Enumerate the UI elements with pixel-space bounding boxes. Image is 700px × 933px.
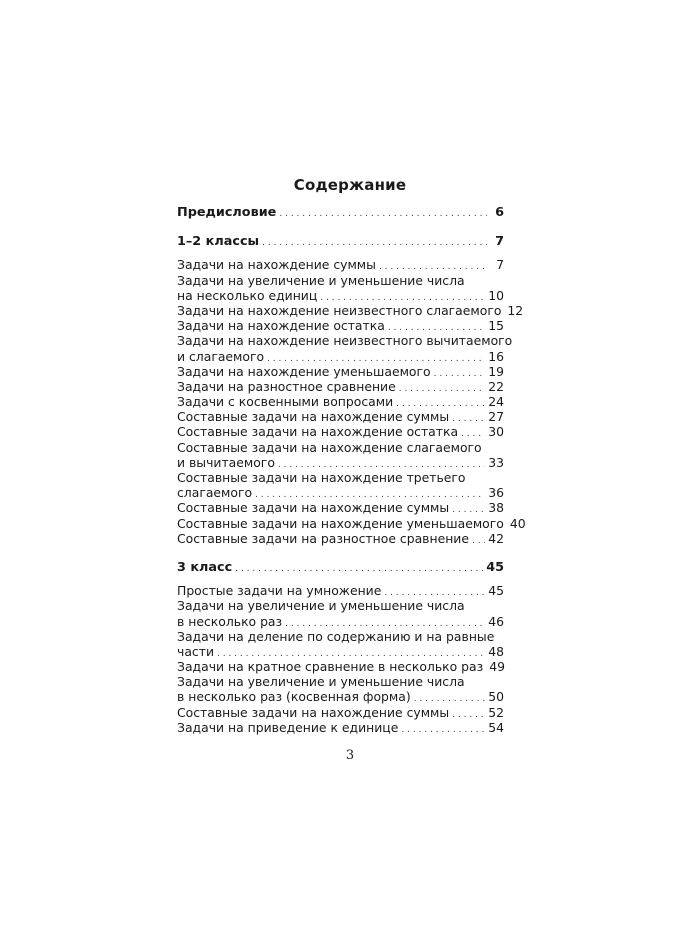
toc-entry-line-text: слагаемого — [177, 485, 253, 501]
toc-entry-line-page: 49 — [489, 659, 505, 675]
toc-entry-line-text: Задачи на кратное сравнение в несколько раз — [177, 659, 484, 675]
toc-entry-line-page: 7 — [496, 257, 504, 273]
dot-leader — [262, 234, 487, 251]
toc-entry-line-page: 10 — [488, 287, 504, 303]
toc-entry — [177, 515, 526, 531]
toc-entry — [177, 379, 504, 394]
toc-entry-line-page: 27 — [488, 409, 504, 425]
toc-entry-line-text: Составные задачи на нахождение остатка — [177, 424, 459, 440]
toc-entry-line-page: 22 — [488, 378, 504, 394]
toc-entry-line-page: 48 — [488, 643, 504, 659]
toc-entry-line-text: Задачи на увеличение и уменьшение числа — [177, 598, 465, 614]
toc-entry-line-page: 46 — [488, 613, 504, 629]
dot-leader — [401, 720, 485, 738]
toc-entry-line — [177, 455, 504, 470]
toc-entry-line — [177, 598, 504, 613]
toc-entry-line-text: Составные задачи на нахождение третьего — [177, 470, 466, 485]
toc-entry-line-text: Простые задачи на умножение — [177, 583, 382, 599]
toc-entry-line-text: Задачи на увеличение и уменьшение числа — [177, 272, 465, 288]
toc-entry-line-page: 40 — [509, 515, 526, 531]
toc-entry-line-page: 45 — [488, 583, 504, 599]
toc-section-heading — [177, 560, 504, 575]
toc-entry-line — [177, 349, 504, 364]
toc-entry — [177, 318, 504, 333]
toc-entry-line-text: Задачи на приведение к единице — [177, 719, 399, 735]
toc-entry-line-page: 15 — [488, 318, 504, 334]
toc-entry — [177, 364, 504, 379]
toc-entry — [177, 470, 504, 500]
toc-entry-line-page: 30 — [488, 424, 504, 440]
toc-entry-line-text: Задачи на деление по содержанию и на равные — [177, 628, 495, 644]
toc-entry-line-text: Задачи на нахождение остатка — [177, 318, 385, 334]
toc-entry-line-page: 24 — [488, 394, 504, 410]
dot-leader — [235, 560, 483, 577]
toc-entry-line-page: 54 — [488, 719, 504, 735]
toc-entry — [177, 720, 504, 735]
table-of-contents — [177, 205, 526, 735]
toc-entry-line-text: Составные задачи на нахождение суммы — [177, 500, 450, 516]
toc-entry — [177, 273, 504, 303]
toc-entry-line — [177, 288, 504, 303]
toc-entry-line-page: 36 — [488, 485, 504, 501]
toc-entry-line — [177, 674, 504, 689]
dot-leader — [279, 205, 487, 222]
toc-entry-line — [177, 302, 524, 318]
toc-entry-line-page: 52 — [488, 704, 504, 720]
toc-entry-line-page: 38 — [488, 500, 504, 516]
toc-entry-line-page: 33 — [488, 454, 504, 470]
toc-preface-text: Предисловие — [177, 205, 277, 220]
toc-entry-line — [177, 515, 526, 531]
toc-entry-line-page: 42 — [488, 530, 504, 546]
toc-entry-line — [177, 424, 504, 439]
toc-entry — [177, 302, 524, 318]
toc-entry-line — [177, 409, 504, 424]
page-number: 3 — [345, 748, 355, 763]
toc-entry-line-text: Задачи на нахождение неизвестного вычитаемого — [177, 333, 513, 349]
toc-entry-line — [177, 705, 504, 720]
toc-entry-line — [177, 379, 504, 394]
toc-entry-line — [177, 629, 504, 644]
toc-entry — [177, 705, 504, 720]
toc-entry-line — [177, 470, 504, 485]
toc-entry — [177, 583, 504, 598]
toc-entry-line-page: 12 — [507, 302, 524, 318]
toc-entry — [177, 440, 504, 470]
toc-entry-line-text: Составные задачи на нахождение суммы — [177, 704, 450, 720]
page-title: Содержание — [293, 176, 407, 194]
toc-entry-line-text: Задачи на разностное сравнение — [177, 378, 396, 394]
toc-entry-line — [177, 364, 504, 379]
toc-entry — [177, 531, 504, 546]
toc-entry-line — [177, 614, 504, 629]
toc-entry-line — [177, 644, 504, 659]
toc-entry — [177, 394, 504, 409]
toc-entry-line-text: Составные задачи на нахождение уменьшаемого — [177, 515, 504, 531]
toc-entry-line-text: Задачи с косвенными вопросами — [177, 394, 394, 410]
toc-section-heading-page: 45 — [486, 559, 504, 575]
toc-entry-line — [177, 318, 504, 333]
toc-entry-line — [177, 659, 504, 674]
toc-section-heading — [177, 234, 504, 249]
toc-entry-line-page: 16 — [488, 348, 504, 364]
toc-entry-line — [177, 531, 504, 546]
toc-entry-line — [177, 689, 504, 704]
toc-entry-line-text: в несколько раз — [177, 613, 283, 629]
toc-entry — [177, 500, 504, 515]
dot-leader — [472, 531, 485, 549]
toc-entry-line-page: 50 — [488, 689, 504, 705]
toc-entry-line — [177, 273, 504, 288]
toc-entry — [177, 424, 504, 439]
toc-entry-line-text: Составные задачи на разностное сравнение — [177, 530, 469, 546]
toc-preface-page: 6 — [495, 205, 504, 220]
toc-section-heading-text: 3 класс — [177, 559, 233, 575]
toc-section-heading-text: 1–2 классы — [177, 234, 260, 250]
toc-entry-line — [177, 720, 504, 735]
toc-entry-line-text: в несколько раз (косвенная форма) — [177, 689, 411, 705]
toc-entry — [177, 257, 504, 272]
toc-entry — [177, 598, 504, 628]
toc-entry-line-text: на несколько единиц — [177, 287, 318, 303]
toc-entry — [177, 674, 504, 704]
toc-entry — [177, 409, 504, 424]
toc-entry — [177, 629, 504, 659]
toc-entry-line-text: и вычитаемого — [177, 454, 275, 470]
toc-entry — [177, 659, 504, 674]
toc-entry-line-text: Задачи на увеличение и уменьшение числа — [177, 674, 465, 690]
toc-entry-line — [177, 257, 504, 272]
toc-entry-line-text: части — [177, 643, 214, 659]
toc-entry-line — [177, 485, 504, 500]
toc-preface — [177, 205, 504, 220]
toc-entry-line-text: Задачи на нахождение неизвестного слагаемого — [177, 302, 502, 318]
toc-entry-line — [177, 440, 504, 455]
toc-entry-line-page: 19 — [488, 363, 504, 379]
toc-entry — [177, 333, 513, 364]
toc-entry-line — [177, 333, 513, 349]
toc-entry-line-text: Составные задачи на нахождение суммы — [177, 409, 450, 425]
toc-entry-line-text: Составные задачи на нахождение слагаемого — [177, 439, 482, 455]
toc-entry-line — [177, 394, 504, 409]
toc-section-heading-page: 7 — [495, 234, 504, 250]
toc-entry-line-text: и слагаемого — [177, 348, 265, 364]
toc-entry-line — [177, 500, 504, 515]
toc-entry-line — [177, 583, 504, 598]
toc-entry-line-text: Задачи на нахождение суммы — [177, 257, 376, 273]
toc-entry-line-text: Задачи на нахождение уменьшаемого — [177, 363, 431, 379]
